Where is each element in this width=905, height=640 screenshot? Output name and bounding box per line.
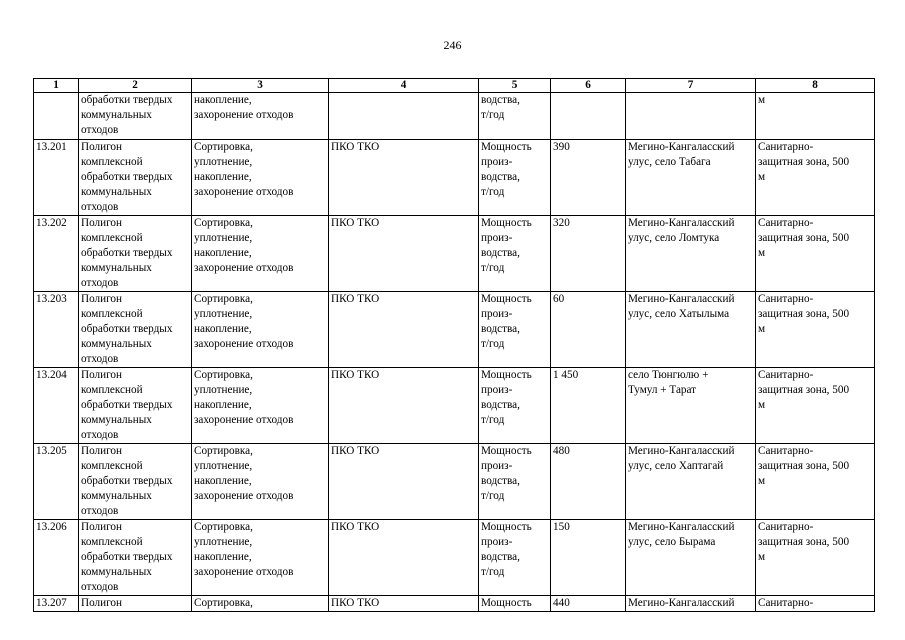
cell-name: Полигон bbox=[79, 596, 192, 612]
header-col-3: 3 bbox=[192, 79, 329, 93]
table-row bbox=[34, 216, 875, 292]
header-col-2: 2 bbox=[79, 79, 192, 93]
cell-purpose: Сортировка, уплотнение, накопление, захоронение отходов bbox=[192, 292, 329, 368]
cell-name: Полигон комплексной обработки твердых коммунальных отходов bbox=[79, 368, 192, 444]
cell-zone: м bbox=[756, 93, 875, 140]
objects-table bbox=[33, 78, 875, 612]
cell-indicator: Мощность произ- водства, т/год bbox=[479, 140, 551, 216]
cell-location: Мегино-Кангаласский bbox=[626, 596, 756, 612]
cell-value: 390 bbox=[551, 140, 626, 216]
cell-indicator: Мощность произ- водства, т/год bbox=[479, 444, 551, 520]
cell-num: 13.204 bbox=[34, 368, 79, 444]
table-row bbox=[34, 140, 875, 216]
cell-indicator: Мощность произ- водства, т/год bbox=[479, 520, 551, 596]
cell-name: Полигон комплексной обработки твердых коммунальных отходов bbox=[79, 140, 192, 216]
cell-name: Полигон комплексной обработки твердых коммунальных отходов bbox=[79, 292, 192, 368]
header-col-5: 5 bbox=[479, 79, 551, 93]
table-row bbox=[34, 292, 875, 368]
cell-purpose: Сортировка, уплотнение, накопление, захоронение отходов bbox=[192, 140, 329, 216]
continuation-row bbox=[34, 93, 875, 140]
cell-location: село Тюнгюлю + Тумул + Тарат bbox=[626, 368, 756, 444]
header-row bbox=[34, 79, 875, 93]
cell-zone: Санитарно- защитная зона, 500 м bbox=[756, 368, 875, 444]
cell-purpose: Сортировка, уплотнение, накопление, захоронение отходов bbox=[192, 520, 329, 596]
cell-indicator: Мощность произ- водства, т/год bbox=[479, 292, 551, 368]
table-row bbox=[34, 596, 875, 612]
cell-location: Мегино-Кангаласский улус, село Табага bbox=[626, 140, 756, 216]
cell-purpose: Сортировка, уплотнение, накопление, захоронение отходов bbox=[192, 368, 329, 444]
cell-num: 13.206 bbox=[34, 520, 79, 596]
cell-location: Мегино-Кангаласский улус, село Хатылыма bbox=[626, 292, 756, 368]
header-col-6: 6 bbox=[551, 79, 626, 93]
cell-name: Полигон комплексной обработки твердых коммунальных отходов bbox=[79, 520, 192, 596]
cell-zone: Санитарно- защитная зона, 500 м bbox=[756, 140, 875, 216]
cell-purpose: накопление, захоронение отходов bbox=[192, 93, 329, 140]
cell-location: Мегино-Кангаласский улус, село Ломтука bbox=[626, 216, 756, 292]
cell-num: 13.201 bbox=[34, 140, 79, 216]
cell-value: 480 bbox=[551, 444, 626, 520]
cell-purpose: Сортировка, уплотнение, накопление, захоронение отходов bbox=[192, 216, 329, 292]
cell-num: 13.207 bbox=[34, 596, 79, 612]
cell-num: 13.205 bbox=[34, 444, 79, 520]
cell-indicator: Мощность произ- водства, т/год bbox=[479, 368, 551, 444]
cell-value: 440 bbox=[551, 596, 626, 612]
cell-value: 60 bbox=[551, 292, 626, 368]
cell-object: ПКО ТКО bbox=[329, 292, 479, 368]
cell-zone: Санитарно- защитная зона, 500 м bbox=[756, 444, 875, 520]
table-row bbox=[34, 368, 875, 444]
header-col-4: 4 bbox=[329, 79, 479, 93]
cell-num: 13.202 bbox=[34, 216, 79, 292]
cell-object: ПКО ТКО bbox=[329, 368, 479, 444]
cell-zone: Санитарно- защитная зона, 500 м bbox=[756, 216, 875, 292]
cell-object: ПКО ТКО bbox=[329, 520, 479, 596]
cell-zone: Санитарно- bbox=[756, 596, 875, 612]
cell-location: Мегино-Кангаласский улус, село Бырама bbox=[626, 520, 756, 596]
header-col-1: 1 bbox=[34, 79, 79, 93]
cell-indicator: водства, т/год bbox=[479, 93, 551, 140]
cell-indicator: Мощность bbox=[479, 596, 551, 612]
cell-object: ПКО ТКО bbox=[329, 140, 479, 216]
table-row bbox=[34, 444, 875, 520]
cell-purpose: Сортировка, bbox=[192, 596, 329, 612]
cell-num: 13.203 bbox=[34, 292, 79, 368]
cell-name: Полигон комплексной обработки твердых коммунальных отходов bbox=[79, 216, 192, 292]
cell-value bbox=[551, 93, 626, 140]
cell-name: Полигон комплексной обработки твердых коммунальных отходов bbox=[79, 444, 192, 520]
cell-name: обработки твердых коммунальных отходов bbox=[79, 93, 192, 140]
cell-location: Мегино-Кангаласский улус, село Хаптагай bbox=[626, 444, 756, 520]
cell-value: 320 bbox=[551, 216, 626, 292]
cell-num bbox=[34, 93, 79, 140]
cell-value: 150 bbox=[551, 520, 626, 596]
cell-object bbox=[329, 93, 479, 140]
cell-zone: Санитарно- защитная зона, 500 м bbox=[756, 520, 875, 596]
cell-object: ПКО ТКО bbox=[329, 596, 479, 612]
table-row bbox=[34, 520, 875, 596]
cell-zone: Санитарно- защитная зона, 500 м bbox=[756, 292, 875, 368]
page-number: 246 bbox=[443, 38, 462, 52]
cell-location bbox=[626, 93, 756, 140]
cell-purpose: Сортировка, уплотнение, накопление, захоронение отходов bbox=[192, 444, 329, 520]
header-col-7: 7 bbox=[626, 79, 756, 93]
cell-object: ПКО ТКО bbox=[329, 444, 479, 520]
cell-object: ПКО ТКО bbox=[329, 216, 479, 292]
cell-value: 1 450 bbox=[551, 368, 626, 444]
cell-indicator: Мощность произ- водства, т/год bbox=[479, 216, 551, 292]
header-col-8: 8 bbox=[756, 79, 875, 93]
